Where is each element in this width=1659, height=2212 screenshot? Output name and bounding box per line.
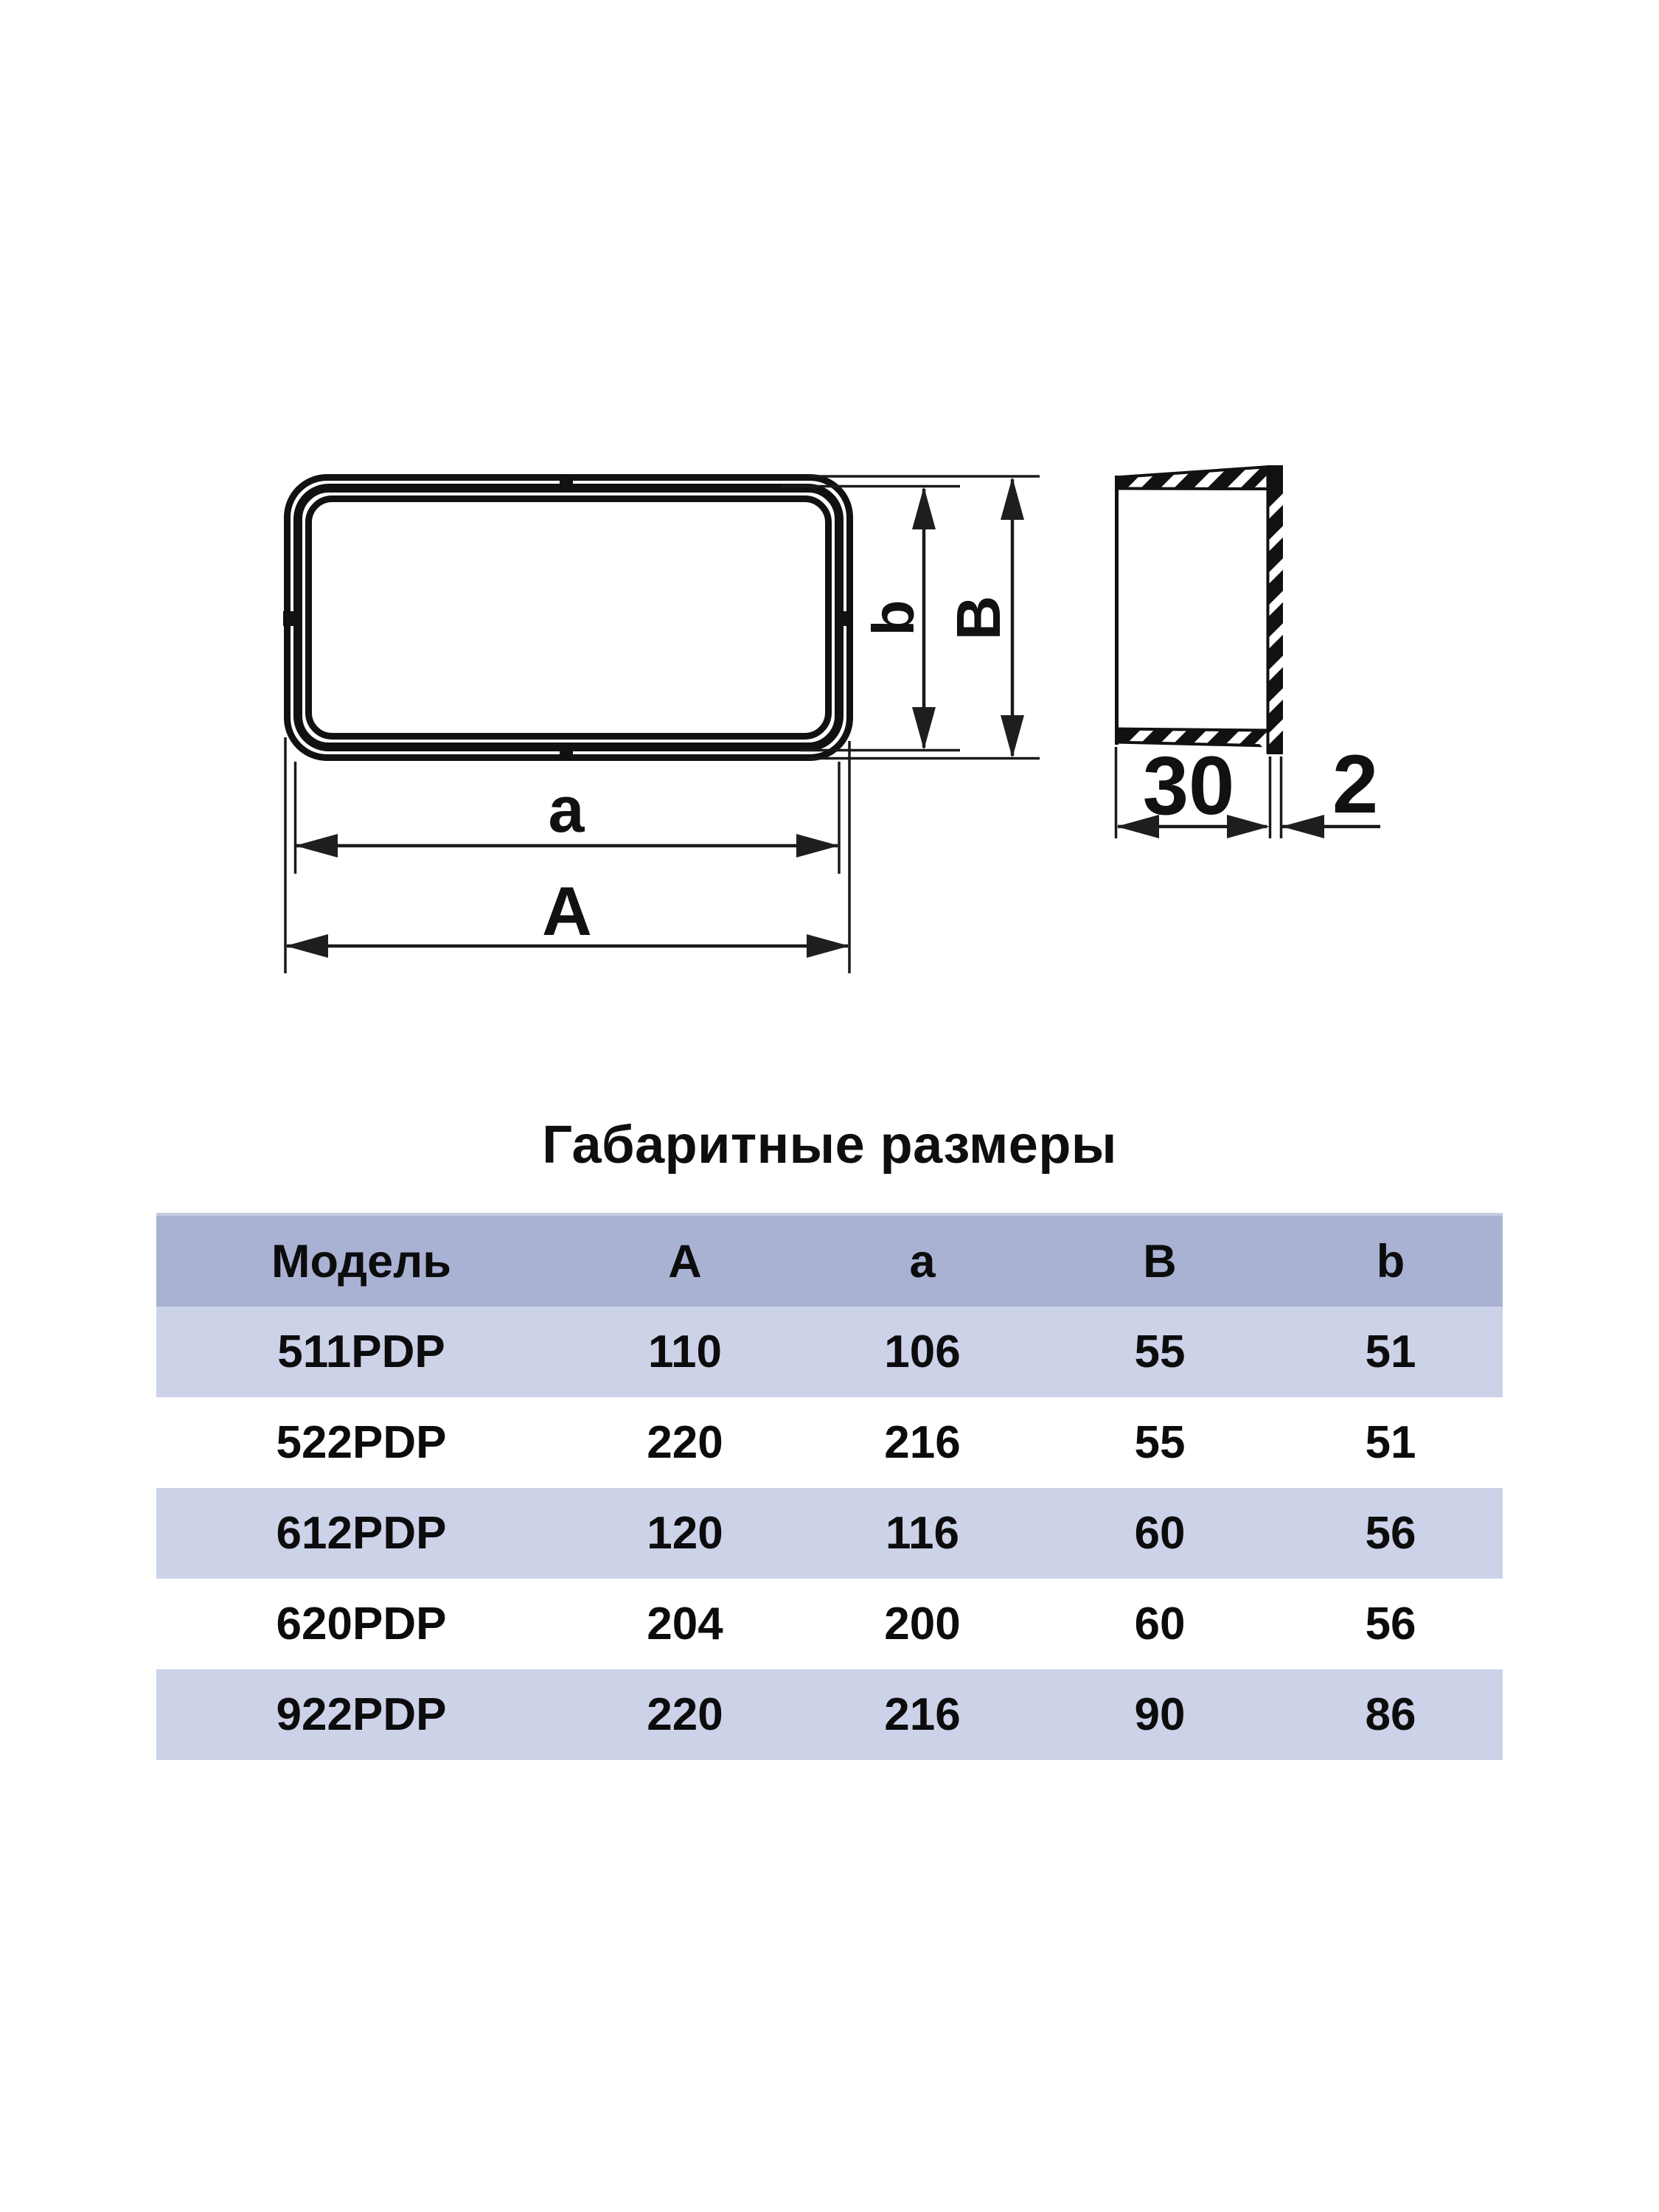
duct-outline-inner xyxy=(309,499,829,737)
dim-label-A: A xyxy=(542,872,592,950)
side-view xyxy=(1115,462,1288,754)
model-cell: 922PDP xyxy=(276,1689,447,1740)
value-cell-A: 220 xyxy=(647,1689,723,1740)
column-header-a: a xyxy=(804,1214,1041,1307)
value-cell-b: 51 xyxy=(1365,1326,1416,1377)
value-cell-b: 86 xyxy=(1365,1689,1416,1740)
table-row xyxy=(156,1669,1503,1760)
table-row xyxy=(156,1579,1503,1669)
header-row xyxy=(156,1214,1503,1307)
model-cell: 620PDP xyxy=(276,1599,447,1649)
dim-label-B: B xyxy=(944,595,1013,641)
model-cell: 522PDP xyxy=(276,1417,447,1468)
table-row xyxy=(156,1488,1503,1579)
dim-label-b: b xyxy=(860,599,926,636)
table-row xyxy=(156,1307,1503,1397)
mold-tick-marks xyxy=(283,476,853,760)
value-cell-a: 200 xyxy=(884,1599,961,1649)
table-row xyxy=(156,1397,1503,1488)
value-cell-a: 106 xyxy=(884,1326,961,1377)
dimensions-table xyxy=(156,1213,1503,1760)
value-cell-A: 204 xyxy=(647,1599,723,1649)
column-header-b: b xyxy=(1279,1214,1503,1307)
table-header xyxy=(156,1214,1503,1307)
value-cell-B: 60 xyxy=(1134,1599,1186,1649)
duct-outline-middle xyxy=(298,488,839,747)
column-header-A: A xyxy=(566,1214,804,1307)
value-cell-a: 216 xyxy=(884,1689,961,1740)
value-cell-B: 55 xyxy=(1134,1326,1186,1377)
column-header-model: Модель xyxy=(156,1214,566,1307)
arrowheads xyxy=(285,477,1024,958)
value-cell-B: 90 xyxy=(1134,1689,1186,1740)
front-view xyxy=(283,476,853,760)
value-cell-B: 55 xyxy=(1134,1417,1186,1468)
dim-label-a: a xyxy=(548,773,585,846)
value-cell-A: 120 xyxy=(647,1508,723,1559)
technical-drawing xyxy=(0,0,1659,1069)
value-cell-A: 220 xyxy=(647,1417,723,1468)
front-view-dimensions xyxy=(285,476,1040,973)
value-cell-b: 51 xyxy=(1365,1417,1416,1468)
value-cell-A: 110 xyxy=(647,1326,723,1377)
dim-label-depth: 30 xyxy=(1142,740,1235,832)
duct-outline-outer xyxy=(288,478,850,758)
page-title: Габаритные размеры xyxy=(542,1116,1117,1175)
column-header-B: B xyxy=(1041,1214,1279,1307)
value-cell-B: 60 xyxy=(1134,1508,1186,1559)
value-cell-b: 56 xyxy=(1365,1508,1416,1559)
model-cell: 511PDP xyxy=(277,1326,445,1377)
value-cell-b: 56 xyxy=(1365,1599,1416,1649)
model-cell: 612PDP xyxy=(276,1508,447,1559)
value-cell-a: 116 xyxy=(885,1508,960,1559)
value-cell-a: 216 xyxy=(884,1417,961,1468)
dim-label-flange-thickness: 2 xyxy=(1332,738,1379,830)
